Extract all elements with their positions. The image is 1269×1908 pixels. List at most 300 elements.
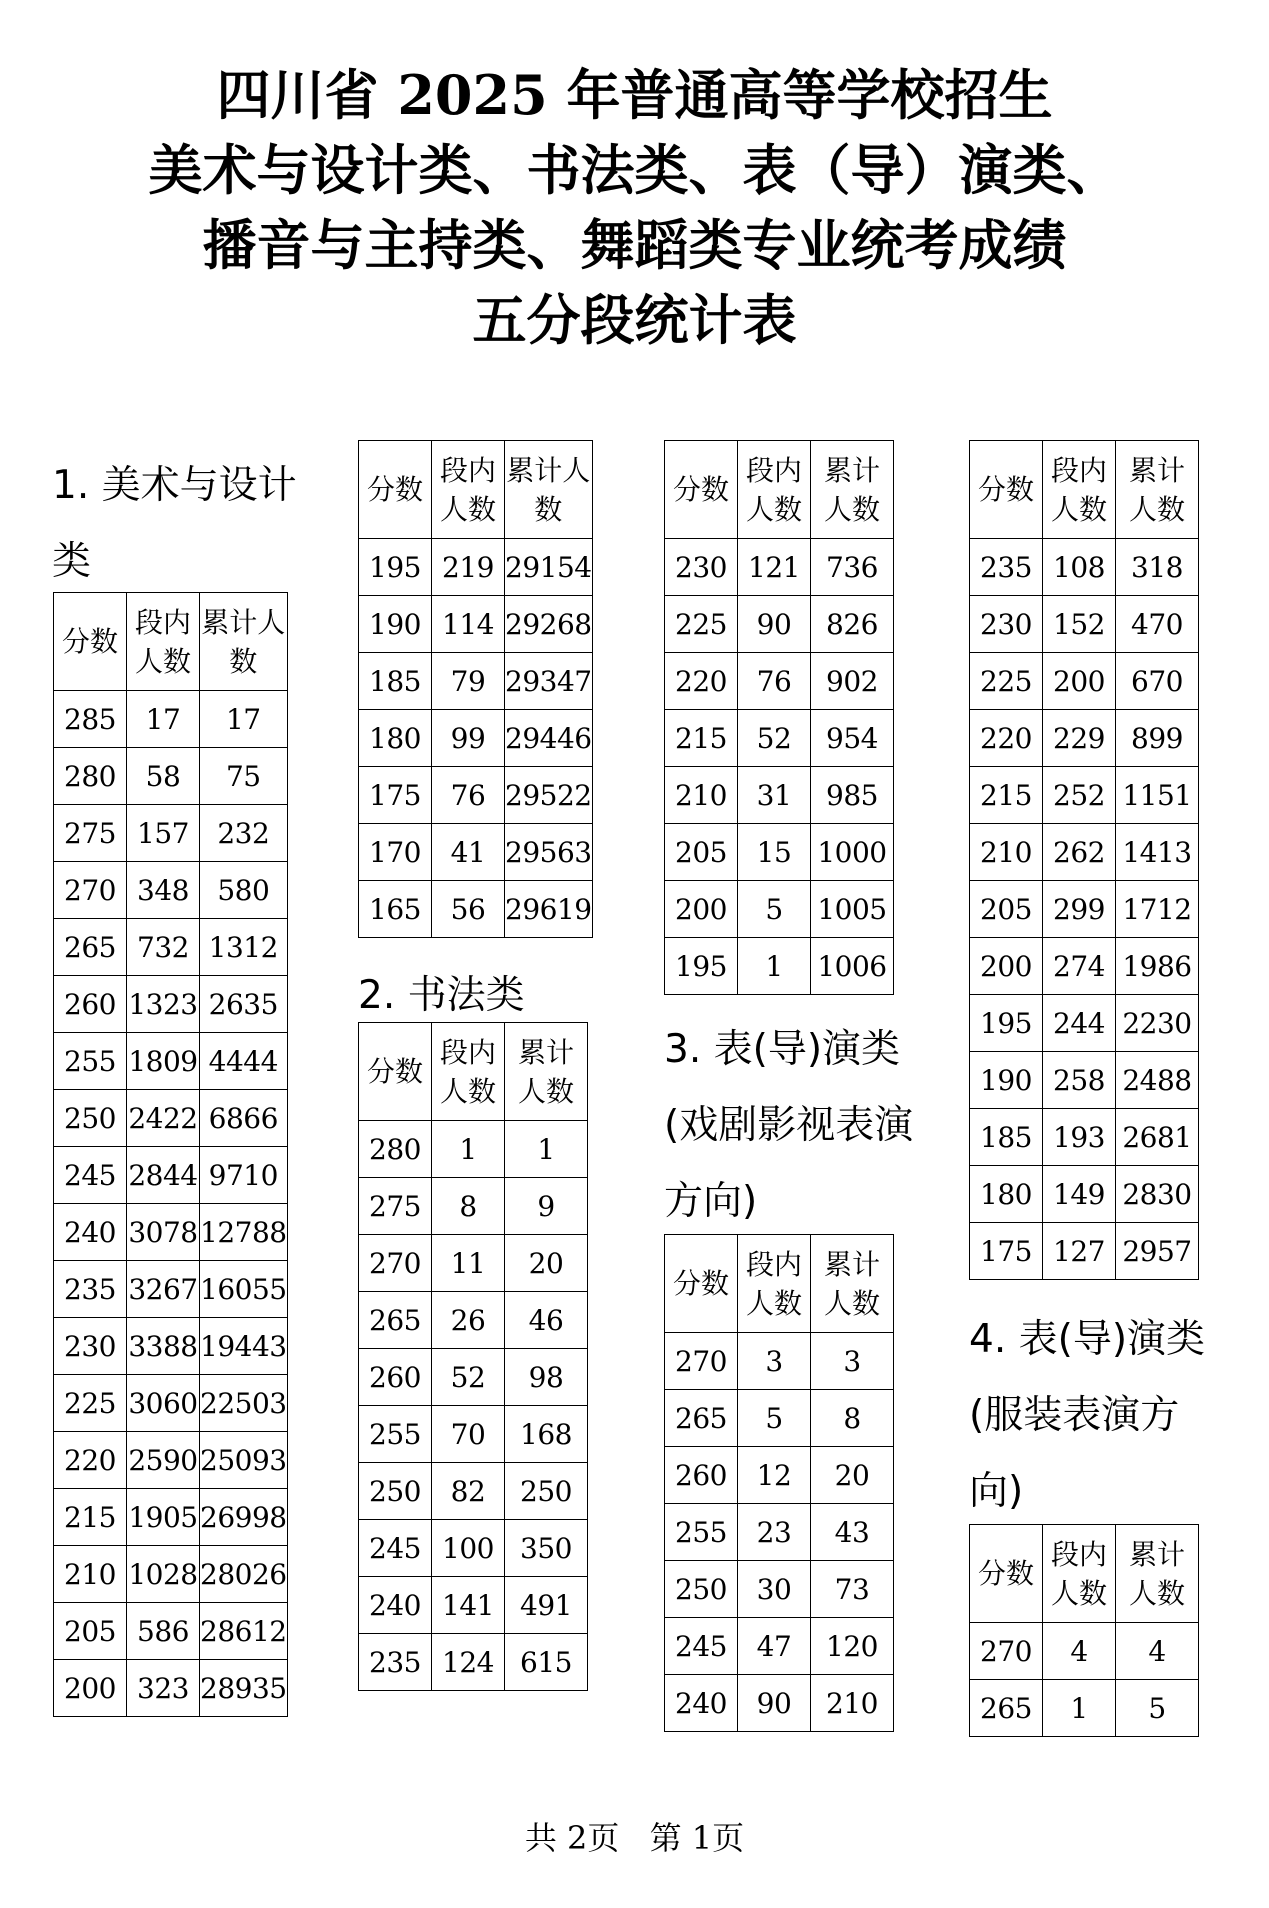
header-score: 分数	[970, 441, 1043, 539]
table-row	[359, 1235, 588, 1292]
cell-score: 200	[54, 1660, 127, 1717]
cell-segment-count: 1809	[127, 1033, 200, 1090]
header-cumulative-count: 累计人数	[505, 441, 593, 539]
table-row	[359, 1577, 588, 1634]
table-row	[970, 539, 1199, 596]
cell-score: 180	[970, 1166, 1043, 1223]
section-label-drama-costume: 4. 表(导)演类(服装表演方向)	[969, 1317, 1206, 1514]
table-row	[970, 1680, 1199, 1737]
table-row	[665, 938, 894, 995]
header-cumulative-count: 累计人数	[811, 1235, 894, 1333]
table-row	[54, 1147, 288, 1204]
table-row	[665, 1447, 894, 1504]
table-row	[359, 1121, 588, 1178]
title-line: 美术与设计类、书法类、表（导）演类、	[148, 138, 1121, 202]
cell-score: 250	[54, 1090, 127, 1147]
cell-score: 250	[665, 1561, 738, 1618]
table-row	[54, 1261, 288, 1318]
cell-score: 250	[359, 1463, 432, 1520]
cell-score: 240	[359, 1577, 432, 1634]
header-segment-count: 段内人数	[738, 441, 811, 539]
cell-segment-count: 56	[432, 881, 505, 938]
cell-cumulative-count: 4444	[200, 1033, 288, 1090]
cell-cumulative-count: 29446	[505, 710, 593, 767]
cell-cumulative-count: 491	[505, 1577, 588, 1634]
cell-segment-count: 3267	[127, 1261, 200, 1318]
table-header-row	[970, 1525, 1199, 1623]
table-row	[54, 919, 288, 976]
cell-score: 230	[665, 539, 738, 596]
cell-score: 275	[359, 1178, 432, 1235]
section-label-drama-film: 3. 表(导)演类(戏剧影视表演方向)	[664, 1027, 914, 1224]
table-row	[970, 938, 1199, 995]
table-row	[665, 824, 894, 881]
cell-cumulative-count: 43	[811, 1504, 894, 1561]
cell-segment-count: 1	[432, 1121, 505, 1178]
cell-segment-count: 100	[432, 1520, 505, 1577]
cell-score: 190	[359, 596, 432, 653]
header-score: 分数	[54, 593, 127, 691]
table-row	[54, 1660, 288, 1717]
table-header-row	[359, 441, 593, 539]
cell-cumulative-count: 29347	[505, 653, 593, 710]
cell-segment-count: 219	[432, 539, 505, 596]
header-segment-count: 段内人数	[1043, 441, 1116, 539]
cell-score: 220	[970, 710, 1043, 767]
title-line: 播音与主持类、舞蹈类专业统考成绩	[202, 213, 1067, 277]
cell-segment-count: 2590	[127, 1432, 200, 1489]
cell-segment-count: 8	[432, 1178, 505, 1235]
cell-score: 275	[54, 805, 127, 862]
table-row	[359, 1349, 588, 1406]
cell-cumulative-count: 2230	[1116, 995, 1199, 1052]
cell-cumulative-count: 29268	[505, 596, 593, 653]
cell-segment-count: 274	[1043, 938, 1116, 995]
title-line: 五分段统计表	[472, 288, 797, 352]
cell-segment-count: 141	[432, 1577, 505, 1634]
cell-score: 220	[665, 653, 738, 710]
table-row	[359, 710, 593, 767]
cell-segment-count: 17	[127, 691, 200, 748]
header-segment-count: 段内人数	[432, 1023, 505, 1121]
cell-score: 210	[54, 1546, 127, 1603]
cell-cumulative-count: 28612	[200, 1603, 288, 1660]
cell-score: 280	[54, 748, 127, 805]
score-table-drama-film-part2	[969, 440, 1199, 1280]
cell-cumulative-count: 470	[1116, 596, 1199, 653]
cell-cumulative-count: 9	[505, 1178, 588, 1235]
table-row	[54, 1204, 288, 1261]
score-table-art-design-part1	[53, 592, 288, 1717]
score-table-art-design-part2	[358, 440, 593, 938]
cell-score: 205	[970, 881, 1043, 938]
cell-cumulative-count: 98	[505, 1349, 588, 1406]
table-row	[970, 596, 1199, 653]
cell-segment-count: 23	[738, 1504, 811, 1561]
cell-score: 185	[970, 1109, 1043, 1166]
cell-segment-count: 12	[738, 1447, 811, 1504]
cell-segment-count: 26	[432, 1292, 505, 1349]
table-row	[359, 881, 593, 938]
cell-cumulative-count: 902	[811, 653, 894, 710]
cell-segment-count: 262	[1043, 824, 1116, 881]
cell-score: 195	[359, 539, 432, 596]
cell-score: 255	[665, 1504, 738, 1561]
cell-cumulative-count: 210	[811, 1675, 894, 1732]
table-row	[665, 1333, 894, 1390]
cell-segment-count: 30	[738, 1561, 811, 1618]
table-row	[359, 596, 593, 653]
cell-score: 230	[970, 596, 1043, 653]
cell-segment-count: 732	[127, 919, 200, 976]
cell-score: 285	[54, 691, 127, 748]
cell-score: 270	[970, 1623, 1043, 1680]
cell-segment-count: 79	[432, 653, 505, 710]
cell-cumulative-count: 29522	[505, 767, 593, 824]
table-row	[54, 1432, 288, 1489]
cell-score: 240	[665, 1675, 738, 1732]
cell-cumulative-count: 19443	[200, 1318, 288, 1375]
cell-cumulative-count: 1712	[1116, 881, 1199, 938]
section-label-art-design: 1. 美术与设计类	[52, 463, 297, 584]
table-row	[970, 1223, 1199, 1280]
cell-segment-count: 15	[738, 824, 811, 881]
cell-score: 215	[665, 710, 738, 767]
table-row	[665, 539, 894, 596]
cell-score: 265	[359, 1292, 432, 1349]
cell-cumulative-count: 29154	[505, 539, 593, 596]
table-header-row	[970, 441, 1199, 539]
cell-cumulative-count: 1000	[811, 824, 894, 881]
cell-score: 205	[54, 1603, 127, 1660]
table-row	[359, 1634, 588, 1691]
table-row	[54, 1090, 288, 1147]
cell-segment-count: 124	[432, 1634, 505, 1691]
cell-score: 215	[970, 767, 1043, 824]
cell-score: 210	[970, 824, 1043, 881]
cell-score: 260	[665, 1447, 738, 1504]
header-segment-count: 段内人数	[432, 441, 505, 539]
header-segment-count: 段内人数	[738, 1235, 811, 1333]
cell-segment-count: 3388	[127, 1318, 200, 1375]
cell-cumulative-count: 2635	[200, 976, 288, 1033]
score-table-drama-costume-part1	[969, 1524, 1199, 1737]
cell-segment-count: 52	[738, 710, 811, 767]
table-row	[359, 824, 593, 881]
cell-segment-count: 157	[127, 805, 200, 862]
table-row	[54, 976, 288, 1033]
title-line: 四川省 2025 年普通高等学校招生	[216, 63, 1053, 127]
cell-score: 195	[970, 995, 1043, 1052]
cell-score: 245	[665, 1618, 738, 1675]
cell-score: 225	[54, 1375, 127, 1432]
cell-segment-count: 108	[1043, 539, 1116, 596]
cell-segment-count: 5	[738, 881, 811, 938]
table-row	[665, 653, 894, 710]
cell-segment-count: 348	[127, 862, 200, 919]
cell-score: 210	[665, 767, 738, 824]
cell-score: 270	[359, 1235, 432, 1292]
table-row	[54, 1318, 288, 1375]
cell-cumulative-count: 25093	[200, 1432, 288, 1489]
cell-cumulative-count: 899	[1116, 710, 1199, 767]
table-row	[970, 710, 1199, 767]
cell-segment-count: 3	[738, 1333, 811, 1390]
cell-score: 195	[665, 938, 738, 995]
cell-segment-count: 5	[738, 1390, 811, 1447]
cell-score: 180	[359, 710, 432, 767]
cell-segment-count: 586	[127, 1603, 200, 1660]
cell-segment-count: 299	[1043, 881, 1116, 938]
cell-score: 245	[54, 1147, 127, 1204]
cell-score: 175	[970, 1223, 1043, 1280]
cell-cumulative-count: 9710	[200, 1147, 288, 1204]
cell-score: 255	[54, 1033, 127, 1090]
cell-score: 265	[54, 919, 127, 976]
cell-cumulative-count: 232	[200, 805, 288, 862]
cell-cumulative-count: 28026	[200, 1546, 288, 1603]
cell-cumulative-count: 580	[200, 862, 288, 919]
cell-cumulative-count: 954	[811, 710, 894, 767]
cell-score: 265	[665, 1390, 738, 1447]
cell-cumulative-count: 1006	[811, 938, 894, 995]
cell-segment-count: 193	[1043, 1109, 1116, 1166]
table-row	[665, 1561, 894, 1618]
table-row	[970, 881, 1199, 938]
cell-cumulative-count: 2488	[1116, 1052, 1199, 1109]
cell-segment-count: 47	[738, 1618, 811, 1675]
cell-segment-count: 229	[1043, 710, 1116, 767]
cell-segment-count: 4	[1043, 1623, 1116, 1680]
header-score: 分数	[665, 1235, 738, 1333]
table-row	[970, 767, 1199, 824]
cell-cumulative-count: 20	[811, 1447, 894, 1504]
cell-cumulative-count: 670	[1116, 653, 1199, 710]
cell-cumulative-count: 29619	[505, 881, 593, 938]
cell-segment-count: 82	[432, 1463, 505, 1520]
cell-segment-count: 127	[1043, 1223, 1116, 1280]
cell-cumulative-count: 2681	[1116, 1109, 1199, 1166]
cell-score: 235	[54, 1261, 127, 1318]
table-row	[359, 1178, 588, 1235]
cell-segment-count: 41	[432, 824, 505, 881]
cell-score: 200	[665, 881, 738, 938]
cell-score: 240	[54, 1204, 127, 1261]
table-row	[970, 1166, 1199, 1223]
cell-score: 245	[359, 1520, 432, 1577]
cell-segment-count: 76	[738, 653, 811, 710]
cell-score: 260	[54, 976, 127, 1033]
table-row	[359, 1406, 588, 1463]
cell-cumulative-count: 29563	[505, 824, 593, 881]
cell-cumulative-count: 6866	[200, 1090, 288, 1147]
header-score: 分数	[665, 441, 738, 539]
cell-cumulative-count: 168	[505, 1406, 588, 1463]
cell-segment-count: 58	[127, 748, 200, 805]
cell-cumulative-count: 350	[505, 1520, 588, 1577]
cell-segment-count: 1	[738, 938, 811, 995]
cell-score: 170	[359, 824, 432, 881]
table-row	[359, 1292, 588, 1349]
cell-segment-count: 31	[738, 767, 811, 824]
cell-segment-count: 149	[1043, 1166, 1116, 1223]
score-table-calligraphy-part2	[664, 440, 894, 995]
table-header-row	[665, 1235, 894, 1333]
cell-cumulative-count: 318	[1116, 539, 1199, 596]
table-row	[970, 995, 1199, 1052]
cell-cumulative-count: 1986	[1116, 938, 1199, 995]
cell-score: 165	[359, 881, 432, 938]
header-segment-count: 段内人数	[1043, 1525, 1116, 1623]
cell-cumulative-count: 4	[1116, 1623, 1199, 1680]
cell-score: 200	[970, 938, 1043, 995]
page-title	[0, 58, 1269, 358]
table-row	[359, 653, 593, 710]
table-row	[54, 691, 288, 748]
cell-score: 225	[970, 653, 1043, 710]
header-score: 分数	[359, 1023, 432, 1121]
cell-score: 205	[665, 824, 738, 881]
cell-cumulative-count: 26998	[200, 1489, 288, 1546]
cell-score: 225	[665, 596, 738, 653]
cell-cumulative-count: 826	[811, 596, 894, 653]
table-row	[665, 1390, 894, 1447]
cell-score: 175	[359, 767, 432, 824]
header-cumulative-count: 累计人数	[811, 441, 894, 539]
cell-cumulative-count: 1413	[1116, 824, 1199, 881]
cell-cumulative-count: 2957	[1116, 1223, 1199, 1280]
cell-cumulative-count: 1	[505, 1121, 588, 1178]
cell-score: 260	[359, 1349, 432, 1406]
cell-cumulative-count: 28935	[200, 1660, 288, 1717]
table-row	[359, 1520, 588, 1577]
cell-segment-count: 90	[738, 596, 811, 653]
table-row	[970, 1109, 1199, 1166]
total-pages: 共 2页	[524, 1819, 620, 1857]
table-row	[54, 1603, 288, 1660]
cell-segment-count: 2844	[127, 1147, 200, 1204]
cell-score: 235	[359, 1634, 432, 1691]
cell-segment-count: 11	[432, 1235, 505, 1292]
cell-segment-count: 121	[738, 539, 811, 596]
cell-segment-count: 1323	[127, 976, 200, 1033]
cell-cumulative-count: 17	[200, 691, 288, 748]
table-row	[54, 862, 288, 919]
cell-cumulative-count: 3	[811, 1333, 894, 1390]
table-row	[665, 1504, 894, 1561]
cell-score: 235	[970, 539, 1043, 596]
cell-score: 220	[54, 1432, 127, 1489]
table-row	[54, 1489, 288, 1546]
table-header-row	[359, 1023, 588, 1121]
cell-segment-count: 90	[738, 1675, 811, 1732]
table-row	[54, 748, 288, 805]
table-row	[665, 596, 894, 653]
cell-score: 280	[359, 1121, 432, 1178]
cell-cumulative-count: 46	[505, 1292, 588, 1349]
cell-cumulative-count: 5	[1116, 1680, 1199, 1737]
table-row	[665, 1618, 894, 1675]
table-row	[970, 1052, 1199, 1109]
table-row	[54, 1033, 288, 1090]
cell-segment-count: 3060	[127, 1375, 200, 1432]
table-row	[54, 1546, 288, 1603]
cell-score: 255	[359, 1406, 432, 1463]
cell-segment-count: 99	[432, 710, 505, 767]
cell-cumulative-count: 985	[811, 767, 894, 824]
cell-cumulative-count: 1151	[1116, 767, 1199, 824]
current-page: 第 1页	[649, 1819, 745, 1857]
cell-segment-count: 258	[1043, 1052, 1116, 1109]
cell-segment-count: 244	[1043, 995, 1116, 1052]
cell-score: 190	[970, 1052, 1043, 1109]
table-header-row	[54, 593, 288, 691]
cell-cumulative-count: 736	[811, 539, 894, 596]
table-row	[970, 824, 1199, 881]
cell-cumulative-count: 250	[505, 1463, 588, 1520]
cell-cumulative-count: 22503	[200, 1375, 288, 1432]
cell-score: 270	[54, 862, 127, 919]
cell-score: 185	[359, 653, 432, 710]
cell-score: 270	[665, 1333, 738, 1390]
score-table-calligraphy-part1	[358, 1022, 588, 1691]
cell-score: 230	[54, 1318, 127, 1375]
cell-segment-count: 252	[1043, 767, 1116, 824]
cell-score: 215	[54, 1489, 127, 1546]
section-label-calligraphy: 2. 书法类	[358, 973, 525, 1018]
cell-segment-count: 52	[432, 1349, 505, 1406]
cell-segment-count: 323	[127, 1660, 200, 1717]
cell-cumulative-count: 615	[505, 1634, 588, 1691]
cell-segment-count: 1905	[127, 1489, 200, 1546]
table-row	[970, 653, 1199, 710]
header-cumulative-count: 累计人数	[1116, 1525, 1199, 1623]
cell-segment-count: 2422	[127, 1090, 200, 1147]
cell-cumulative-count: 8	[811, 1390, 894, 1447]
cell-segment-count: 1028	[127, 1546, 200, 1603]
cell-segment-count: 152	[1043, 596, 1116, 653]
cell-cumulative-count: 20	[505, 1235, 588, 1292]
table-row	[359, 1463, 588, 1520]
cell-segment-count: 1	[1043, 1680, 1116, 1737]
cell-segment-count: 70	[432, 1406, 505, 1463]
cell-cumulative-count: 16055	[200, 1261, 288, 1318]
table-row	[970, 1623, 1199, 1680]
table-row	[665, 1675, 894, 1732]
table-row	[54, 1375, 288, 1432]
header-segment-count: 段内人数	[127, 593, 200, 691]
header-score: 分数	[970, 1525, 1043, 1623]
cell-cumulative-count: 2830	[1116, 1166, 1199, 1223]
header-score: 分数	[359, 441, 432, 539]
header-cumulative-count: 累计人数	[1116, 441, 1199, 539]
cell-score: 265	[970, 1680, 1043, 1737]
table-row	[665, 767, 894, 824]
table-row	[665, 881, 894, 938]
table-header-row	[665, 441, 894, 539]
table-row	[359, 539, 593, 596]
header-cumulative-count: 累计人数	[200, 593, 288, 691]
cell-segment-count: 3078	[127, 1204, 200, 1261]
table-row	[54, 805, 288, 862]
cell-cumulative-count: 1005	[811, 881, 894, 938]
cell-segment-count: 200	[1043, 653, 1116, 710]
table-row	[359, 767, 593, 824]
cell-cumulative-count: 73	[811, 1561, 894, 1618]
cell-cumulative-count: 1312	[200, 919, 288, 976]
cell-segment-count: 114	[432, 596, 505, 653]
page-footer	[0, 1818, 1269, 1858]
